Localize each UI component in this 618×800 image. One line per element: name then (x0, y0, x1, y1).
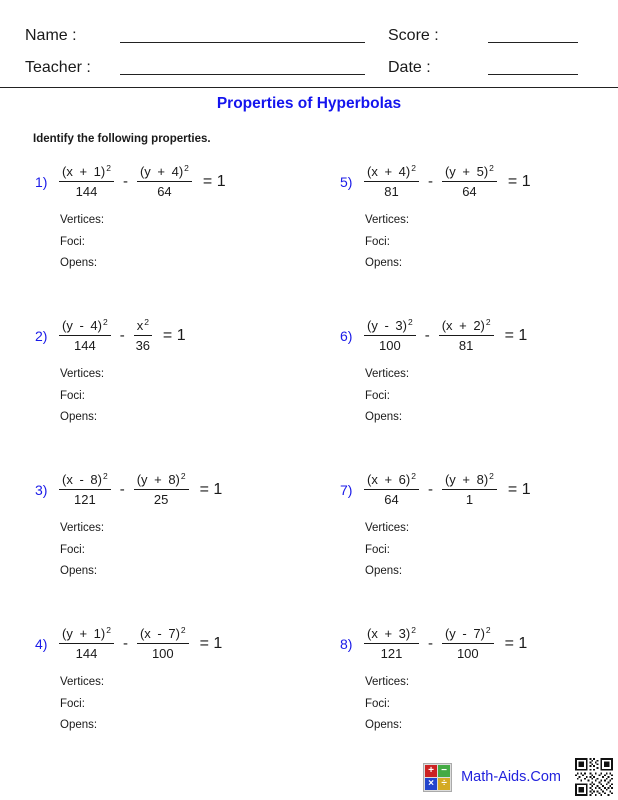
fraction-one-numerator (364, 164, 419, 179)
fraction-one-numerator (364, 318, 416, 333)
property-prompts (60, 672, 340, 737)
opens-label: Opens: (60, 719, 98, 731)
fraction-bar (59, 181, 114, 182)
fraction-bar (364, 335, 416, 336)
property-prompts (365, 518, 618, 583)
fraction-bar (442, 489, 497, 490)
vertices-label: Vertices: (365, 676, 410, 688)
fraction-one (59, 626, 114, 661)
opens-label: Opens: (365, 719, 403, 731)
numerator-exponent: 2 (106, 163, 111, 173)
qr-code-icon (575, 758, 613, 796)
foci-label: Foci: (365, 697, 390, 710)
foci-label: Foci: (365, 543, 390, 556)
fraction-two (134, 318, 152, 353)
problem-number: 7) (340, 481, 353, 498)
hyperbola-equation (35, 626, 340, 661)
date-input-line[interactable] (488, 65, 578, 75)
equals-one: = 1 (504, 634, 528, 652)
fraction-two-numerator (134, 472, 189, 487)
opens-label: Opens: (365, 257, 403, 269)
fraction-two-denominator: 100 (151, 646, 174, 661)
numerator-base: (y + 8) (136, 472, 180, 487)
times-icon: × (425, 778, 437, 790)
problem-block (340, 314, 618, 468)
header-divider (0, 87, 618, 88)
fraction-bar (137, 181, 192, 182)
numerator-base: (x + 4) (367, 164, 411, 179)
teacher-input-line[interactable] (120, 65, 365, 75)
foci-label: Foci: (60, 697, 85, 710)
fraction-two (442, 626, 494, 661)
numerator-exponent: 2 (106, 625, 111, 635)
numerator-base: (y - 7) (444, 626, 485, 641)
equals-one: = 1 (504, 326, 528, 344)
equals-one: = 1 (162, 326, 186, 344)
equals-one: = 1 (199, 634, 223, 652)
fraction-two-numerator (442, 626, 494, 641)
problem-number: 4) (35, 635, 48, 652)
numerator-exponent: 2 (184, 163, 189, 173)
hyperbola-equation (35, 318, 340, 353)
numerator-exponent: 2 (407, 317, 413, 327)
equals-one: = 1 (507, 172, 531, 190)
numerator-base: (y + 5) (444, 164, 489, 179)
property-prompts (60, 364, 340, 429)
minus-sign: - (427, 481, 433, 498)
plus-icon: + (425, 765, 437, 777)
fraction-two (442, 164, 497, 199)
fraction-one-denominator: 121 (73, 492, 96, 507)
fraction-two-numerator (442, 472, 497, 487)
numerator-exponent: 2 (411, 625, 416, 635)
foci-label: Foci: (60, 543, 85, 556)
fraction-bar (59, 335, 111, 336)
vertices-label: Vertices: (365, 522, 410, 534)
numerator-base: (x - 8) (62, 472, 102, 487)
numerator-exponent: 2 (411, 163, 416, 173)
vertices-label: Vertices: (60, 368, 105, 380)
property-prompts (60, 518, 340, 583)
property-prompts (365, 210, 618, 275)
fraction-one-numerator (59, 626, 114, 641)
fraction-one-numerator (59, 472, 111, 487)
fraction-one-numerator (364, 626, 419, 641)
page-title: Properties of Hyperbolas (216, 95, 402, 112)
foci-label: Foci: (365, 235, 390, 248)
fraction-two-denominator: 64 (462, 184, 477, 199)
numerator-exponent: 2 (485, 625, 491, 635)
foci-label: Foci: (60, 235, 85, 248)
fraction-bar (134, 489, 189, 490)
equals-one: = 1 (202, 172, 226, 190)
fraction-one (364, 626, 419, 661)
header-left-column (25, 16, 388, 80)
minus-icon: − (438, 765, 450, 777)
problem-number: 2) (35, 327, 48, 344)
fraction-bar (442, 643, 494, 644)
numerator-base: (y + 4) (139, 164, 184, 179)
problem-number: 6) (340, 327, 353, 344)
numerator-base: (x + 2) (441, 318, 485, 333)
score-row (388, 16, 618, 48)
hyperbola-equation (35, 472, 340, 507)
foci-label: Foci: (365, 389, 390, 402)
fraction-two-denominator: 100 (456, 646, 479, 661)
numerator-exponent: 2 (180, 471, 186, 481)
worksheet-header (0, 0, 618, 80)
name-label: Name : (25, 27, 77, 44)
foci-label: Foci: (60, 389, 85, 402)
fraction-two-denominator: 25 (153, 492, 169, 507)
hyperbola-equation (340, 164, 618, 199)
fraction-bar (59, 489, 111, 490)
fraction-two-denominator: 64 (157, 184, 172, 199)
teacher-row (25, 48, 388, 80)
numerator-base: (y + 8) (444, 472, 489, 487)
numerator-exponent: 2 (144, 317, 149, 327)
fraction-two (439, 318, 494, 353)
numerator-exponent: 2 (489, 163, 494, 173)
fraction-bar (134, 335, 152, 336)
fraction-two-numerator (137, 626, 189, 641)
name-input-line[interactable] (120, 33, 365, 43)
math-operations-grid-icon (423, 763, 452, 792)
minus-sign: - (122, 635, 128, 652)
header-right-column (388, 16, 618, 80)
fraction-one-numerator (59, 164, 114, 179)
footer (423, 758, 613, 796)
property-prompts (365, 672, 618, 737)
numerator-base: (x + 1) (62, 164, 106, 179)
fraction-one (59, 472, 111, 507)
numerator-base: (y + 1) (62, 626, 106, 641)
fraction-two (137, 164, 192, 199)
fraction-bar (364, 181, 419, 182)
numerator-base: (x - 7) (139, 626, 180, 641)
numerator-exponent: 2 (102, 317, 108, 327)
problems-grid (0, 160, 618, 776)
fraction-two (134, 472, 189, 507)
vertices-label: Vertices: (60, 676, 105, 688)
fraction-one (364, 164, 419, 199)
numerator-exponent: 2 (485, 317, 491, 327)
fraction-bar (137, 643, 189, 644)
numerator-exponent: 2 (411, 471, 416, 481)
vertices-label: Vertices: (365, 368, 410, 380)
hyperbola-equation (35, 164, 340, 199)
fraction-one (364, 318, 416, 353)
problem-number: 1) (35, 173, 48, 190)
minus-sign: - (119, 327, 125, 344)
numerator-base: (x + 3) (367, 626, 411, 641)
vertices-label: Vertices: (365, 214, 410, 226)
score-input-line[interactable] (488, 33, 578, 43)
problem-number: 5) (340, 173, 353, 190)
property-prompts (60, 210, 340, 275)
fraction-bar (364, 489, 419, 490)
teacher-label: Teacher : (25, 59, 91, 76)
problem-block (35, 314, 340, 468)
divide-icon: ÷ (438, 778, 450, 790)
fraction-two-numerator (137, 164, 192, 179)
problem-block (340, 160, 618, 314)
numerator-exponent: 2 (489, 471, 494, 481)
fraction-one (364, 472, 419, 507)
date-label: Date : (388, 59, 431, 76)
fraction-one-denominator: 144 (75, 184, 98, 199)
fraction-one (59, 318, 111, 353)
fraction-one-denominator: 100 (378, 338, 401, 353)
minus-sign: - (119, 481, 125, 498)
fraction-two-denominator: 1 (465, 492, 474, 507)
problem-block (35, 468, 340, 622)
property-prompts (365, 364, 618, 429)
fraction-two-numerator (134, 318, 152, 333)
opens-label: Opens: (60, 257, 98, 269)
opens-label: Opens: (365, 565, 403, 577)
equals-one: = 1 (199, 480, 223, 498)
problem-block (35, 622, 340, 776)
opens-label: Opens: (60, 565, 98, 577)
name-row (25, 16, 388, 48)
vertices-label: Vertices: (60, 214, 105, 226)
equals-one: = 1 (507, 480, 531, 498)
fraction-two-denominator: 81 (458, 338, 474, 353)
problem-block (340, 468, 618, 622)
numerator-base: x (136, 318, 144, 333)
fraction-one-denominator: 81 (384, 184, 399, 199)
problem-number: 8) (340, 635, 353, 652)
numerator-base: (y - 4) (62, 318, 102, 333)
instruction-text: Identify the following properties. (33, 133, 211, 145)
minus-sign: - (427, 173, 433, 190)
score-label: Score : (388, 27, 439, 44)
fraction-two-denominator: 36 (135, 338, 151, 353)
fraction-bar (439, 335, 494, 336)
hyperbola-equation (340, 472, 618, 507)
site-name-link[interactable]: Math-Aids.Com (461, 769, 561, 785)
fraction-one (59, 164, 114, 199)
numerator-base: (x + 6) (367, 472, 411, 487)
fraction-bar (59, 643, 114, 644)
numerator-exponent: 2 (180, 625, 186, 635)
hyperbola-equation (340, 626, 618, 661)
numerator-exponent: 2 (102, 471, 108, 481)
problem-block (35, 160, 340, 314)
vertices-label: Vertices: (60, 522, 105, 534)
fraction-one-numerator (364, 472, 419, 487)
minus-sign: - (122, 173, 128, 190)
fraction-two (442, 472, 497, 507)
opens-label: Opens: (365, 411, 403, 423)
date-row (388, 48, 618, 80)
minus-sign: - (427, 635, 433, 652)
problem-block (340, 622, 618, 776)
fraction-one-denominator: 64 (384, 492, 399, 507)
fraction-one-numerator (59, 318, 111, 333)
hyperbola-equation (340, 318, 618, 353)
problem-number: 3) (35, 481, 48, 498)
fraction-two-numerator (442, 164, 497, 179)
fraction-bar (364, 643, 419, 644)
fraction-one-denominator: 121 (380, 646, 403, 661)
minus-sign: - (424, 327, 430, 344)
fraction-one-denominator: 144 (75, 646, 98, 661)
fraction-one-denominator: 144 (73, 338, 96, 353)
fraction-two-numerator (439, 318, 494, 333)
fraction-two (137, 626, 189, 661)
opens-label: Opens: (60, 411, 98, 423)
numerator-base: (y - 3) (367, 318, 407, 333)
fraction-bar (442, 181, 497, 182)
